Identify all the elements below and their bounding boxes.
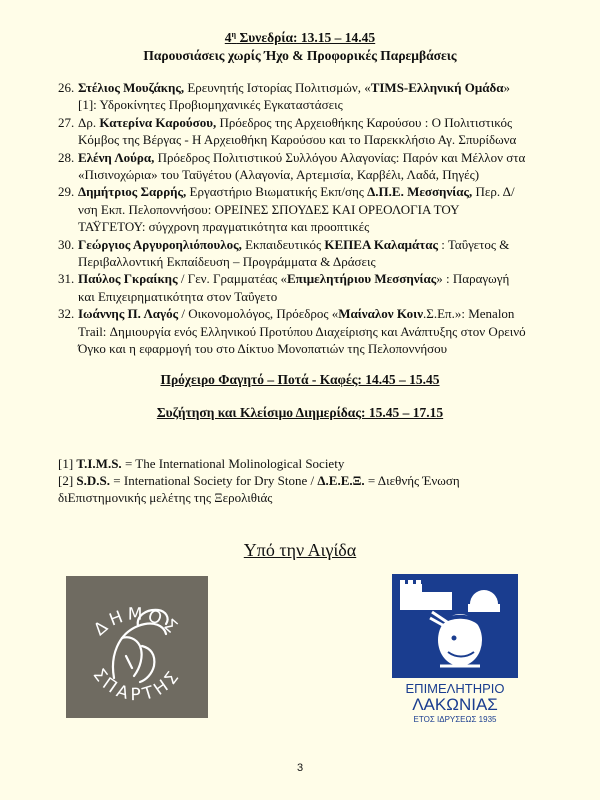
presentation-text: Εργαστήριο Βιωματικής Εκπ/σης bbox=[186, 184, 368, 200]
presentation-emphasis: Μαίναλον Κοιν bbox=[338, 306, 424, 322]
presentation-item bbox=[58, 270, 528, 305]
footnotes bbox=[58, 455, 538, 506]
session-header bbox=[0, 26, 600, 65]
presentation-emphasis: Στέλιος Μουζάκης, bbox=[78, 80, 185, 95]
presentation-number: 27. bbox=[58, 114, 75, 130]
presentation-number: 32. bbox=[58, 306, 75, 322]
municipality-sparti-logo bbox=[66, 576, 208, 718]
presentations-list bbox=[58, 79, 528, 358]
presentation-number: 29. bbox=[58, 184, 75, 200]
logo-text-founded: ΕΤΟΣ ΙΔΡΥΣΕΩΣ 1935 bbox=[413, 715, 497, 724]
logo-text-epimelitirio: ΕΠΙΜΕΛΗΤΗΡΙΟ bbox=[405, 681, 505, 696]
presentation-text: Δρ. bbox=[78, 114, 100, 130]
presentation-number: 30. bbox=[58, 236, 75, 252]
lunch-break: Πρόχειρο Φαγητό – Ποτά - Καφές: 14.45 – 15.45 bbox=[160, 372, 440, 387]
presentation-item bbox=[58, 236, 528, 271]
presentation-item bbox=[58, 149, 528, 184]
presentation-number: 26. bbox=[58, 80, 75, 95]
logo-text-dimos: ΔΗΜΟΣ bbox=[90, 604, 184, 641]
presentation-emphasis: ΚΕΠΕΑ Καλαμάτας bbox=[324, 236, 438, 252]
closing-session: Συζήτηση και Κλείσιμο Διημερίδας: 15.45 – 17.15 bbox=[156, 405, 444, 420]
footnote-1: [1] T.I.M.S. = The International Molinological Society bbox=[58, 456, 345, 471]
presentation-text: » : Παραγωγή και Επιχειρηματικότητα στον Ταΰγετο bbox=[78, 271, 510, 304]
presentation-emphasis: Δ.Π.Ε. Μεσσηνίας, bbox=[367, 184, 473, 200]
presentation-emphasis: TIMS-Ελληνική Ομάδα bbox=[370, 80, 504, 95]
presentation-text: Πρόεδρος Πολιτιστικού Συλλόγου Αλαγονίας: Παρόν και Μέλλον στα «Πισινοχώρια» του Ταϋγέτου (Αλαγονία, Αρτεμισία, Καρβέλι, Λαδά, Πηγές) bbox=[78, 149, 526, 183]
presentation-item bbox=[58, 114, 528, 149]
presentation-emphasis: Ιωάννης Π. Λαγός bbox=[78, 306, 179, 322]
logo-text-spartis: ΣΠΑΡΤΗΣ bbox=[88, 665, 186, 706]
session-subtitle: Παρουσιάσεις χωρίς Ήχο & Προφορικές Παρεμβάσεις bbox=[143, 48, 457, 63]
presentation-number: 31. bbox=[58, 271, 75, 287]
presentation-text: Περ. Δ/νση Εκπ. Πελοποννήσου: ΟΡΕΙΝΕΣ ΣΠΟΥΔΕΣ ΚΑΙ ΟΡΕΟΛΟΓΙΑ ΤΟΥ ΤΑΫΓΕΤΟΥ: σύγχρονη πραγματικότητα και προοπτικές bbox=[78, 184, 515, 235]
presentation-emphasis: Κατερίνα Καρούσου, bbox=[99, 114, 217, 130]
presentation-emphasis: Δημήτριος Σαρρής, bbox=[78, 184, 187, 200]
presentation-text: Πρόεδρος της Αρχειοθήκης Καρούσου : Ο Πολιτιστικός Κόμβος της Βέργας - Η Αρχειοθήκη Καρούσου και το Παρεκκλήσιο Αγ. Σπυρίδωνα bbox=[78, 114, 517, 148]
lakonia-chamber-logo bbox=[390, 574, 520, 724]
presentation-emphasis: Παύλος Γκραίκης bbox=[78, 271, 178, 287]
presentation-text: : Ταΰγετος & Περιβαλλοντική Εκπαίδευση – Προγράμματα & Δράσεις bbox=[78, 236, 510, 270]
presentation-number: 28. bbox=[58, 149, 75, 165]
presentation-text: / Οικονομολόγος, Πρόεδρος « bbox=[178, 306, 339, 322]
logo-text-lakonias: ΛΑΚΩΝΙΑΣ bbox=[412, 695, 498, 714]
presentation-text: Εκπαιδευτικός bbox=[241, 236, 325, 252]
presentation-emphasis: Ελένη Λούρα, bbox=[78, 149, 155, 165]
aegis-title: Υπό την Αιγίδα bbox=[243, 540, 357, 560]
presentation-text: .Σ.Επ.»: Menalon Trail: Δημιουργία ενός Ελληνικού Προτύπου Διαχείρισης και Ανάπτυξης στον Ορεινό Όγκο και η εφαρμογή του στο Δίκτυο Μονοπατιών της Πελοποννήσου bbox=[78, 306, 526, 357]
session-title: $4^\eta$ Συνεδρία: 13.15 – 14.45 bbox=[224, 30, 376, 45]
presentation-item bbox=[58, 305, 528, 357]
footnote-2: [2] S.D.S. = International Society for Dry Stone / Δ.Ε.Ε.Ξ. = Διεθνής Ένωση διΕπιστημονικής μελέτης της Ξερολιθιάς bbox=[58, 473, 460, 505]
presentation-text: Ερευνητής Ιστορίας Πολιτισμών, « bbox=[184, 80, 371, 95]
presentation-text: / Γεν. Γραμματέας « bbox=[177, 271, 287, 287]
page-number: 3 bbox=[296, 762, 304, 774]
presentation-emphasis: Επιμελητήριου Μεσσηνίας bbox=[286, 271, 437, 287]
presentation-item bbox=[58, 79, 528, 114]
presentation-emphasis: Γεώργιος Αργυροηλιόπουλος, bbox=[78, 236, 242, 252]
presentation-item bbox=[58, 183, 528, 235]
presentation-text: » [1]: Υδροκίνητες Προβιομηχανικές Εγκαταστάσεις bbox=[78, 80, 511, 113]
